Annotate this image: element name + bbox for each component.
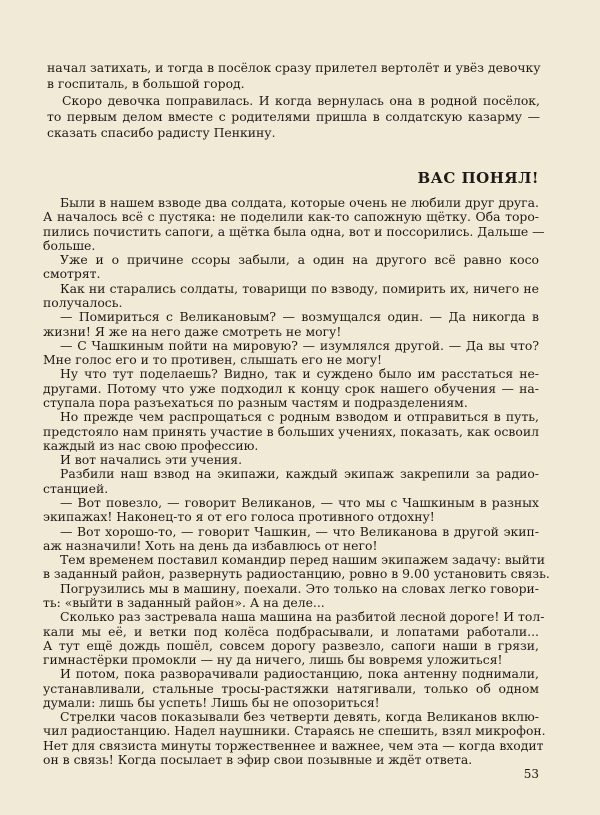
text-line: Но прежде чем распрощаться с родным взводом и отправиться в путь, [60, 409, 539, 425]
text-line: Уже и о причине ссоры забыли, а один на другого всё равно косо [60, 252, 539, 268]
text-line: И потом, пока разворачивали радиостанцию, пока антенну поднимали, [60, 666, 539, 682]
text-line: экипажах! Наконец-то я от его голоса противного отдохну! [43, 509, 435, 525]
text-line: он в связь! Когда посылает в эфир свои позывные и ждёт ответа. [43, 752, 473, 767]
text-line: кали мы её, и ветки под колёса подбрасывали, и лопатами работали... [43, 623, 539, 639]
text-line: Сколько раз застревала наша машина на разбитой лесной дороге! И тол- [60, 609, 545, 625]
text-line: Разбили наш взвод на экипажи, каждый экипаж закрепили за радио- [60, 466, 539, 482]
text-line: Ну что тут поделаешь? Видно, так и суждено было им расстаться не- [60, 366, 539, 382]
text-line: станцией. [43, 480, 109, 496]
text-line: гимнастёрки промокли — ну да ничего, лишь бы вовремя уложиться! [43, 652, 503, 667]
text-line: устанавливали, стальные тросы-растяжки натягивали, только об одном [43, 680, 539, 696]
text-line: сказать спасибо радисту Пенкину. [47, 125, 276, 140]
text-line: Погрузились мы в машину, поехали. Это только на словах легко говори- [60, 580, 539, 596]
text-line: Стрелки часов показывали без четверти девять, когда Великанов вклю- [60, 709, 539, 725]
text-line: чил радиостанцию. Надел наушники. Стараясь не спешить, взял микрофон. [43, 723, 546, 739]
text-line: Как ни старались солдаты, товарищи по взводу, помирить их, ничего не [60, 280, 539, 296]
text-line: Скоро девочка поправилась. И когда вернулась она в родной посёлок, [62, 93, 540, 108]
text-line: предстояло нам принять участие в больших учениях, показать, как освоил [43, 423, 539, 439]
text-line: Были в нашем взводе два солдата, которые очень не любили друг друга. [60, 195, 539, 210]
text-line: в заданный район, развернуть радиостанцию, ровно в 9.00 установить связь. [43, 566, 550, 582]
text-line: — Вот повезло, — говорит Великанов, — что мы с Чашкиным в разных [60, 494, 539, 510]
text-line: ть: «выйти в заданный район». А на деле... [43, 594, 325, 610]
text-line: И вот начались эти учения. [60, 452, 243, 468]
text-line: аж назначили! Хоть на день да избавлюсь от него! [43, 537, 378, 553]
text-line: получалось. [43, 295, 123, 310]
text-line: другами. Потому что уже подходил к концу срок нашего обучения — на- [43, 380, 539, 396]
text-line: — С Чашкиным пойти на мировую? — изумлялся другой. — Да вы что? [60, 337, 539, 353]
page-number: 53 [523, 767, 539, 781]
text-line: Нет для связиста минуты торжественнее и важнее, чем эта — когда входит [43, 737, 544, 753]
text-line: думали: лишь бы успеть! Лишь бы не опозориться! [43, 694, 380, 710]
text-line: Тем временем поставил командир перед нашим экипажем задачу: выйти [60, 552, 546, 568]
text-line: то первым делом вместе с родителями пришла в солдатскую казарму — [47, 109, 540, 124]
text-line: жизни! Я же на него даже смотреть не могу! [43, 323, 342, 339]
text-line: ступала пора разъехаться по разным частям и подразделениям. [43, 394, 468, 410]
text-line: А началось всё с пустяка: не поделили как-то сапожную щётку. Оба торо- [43, 209, 539, 225]
text-line: — Помириться с Великановым? — возмущался один. — Да никогда в [60, 309, 539, 325]
text-line: смотрят. [43, 266, 101, 282]
text-line: — Вот хорошо-то, — говорит Чашкин, — что Великанова в другой экип- [60, 523, 539, 539]
text-line: Мне голос его и то противен, слышать его не могу! [43, 352, 382, 368]
story-heading: ВАС ПОНЯЛ! [417, 169, 539, 187]
text-line: каждый из нас свою профессию. [43, 437, 259, 453]
text-line: А тут ещё дождь пошёл, совсем дорогу развезло, сапоги наши в грязи, [43, 637, 539, 653]
text-line: начал затихать, и тогда в посёлок сразу прилетел вертолёт и увёз девочку [47, 60, 541, 75]
text-line: пились почистить сапоги, а щётка была одна, вот и поссорились. Дальше — [43, 223, 545, 239]
text-line: в госпиталь, в большой город. [47, 76, 245, 91]
text-line: больше. [43, 237, 96, 253]
